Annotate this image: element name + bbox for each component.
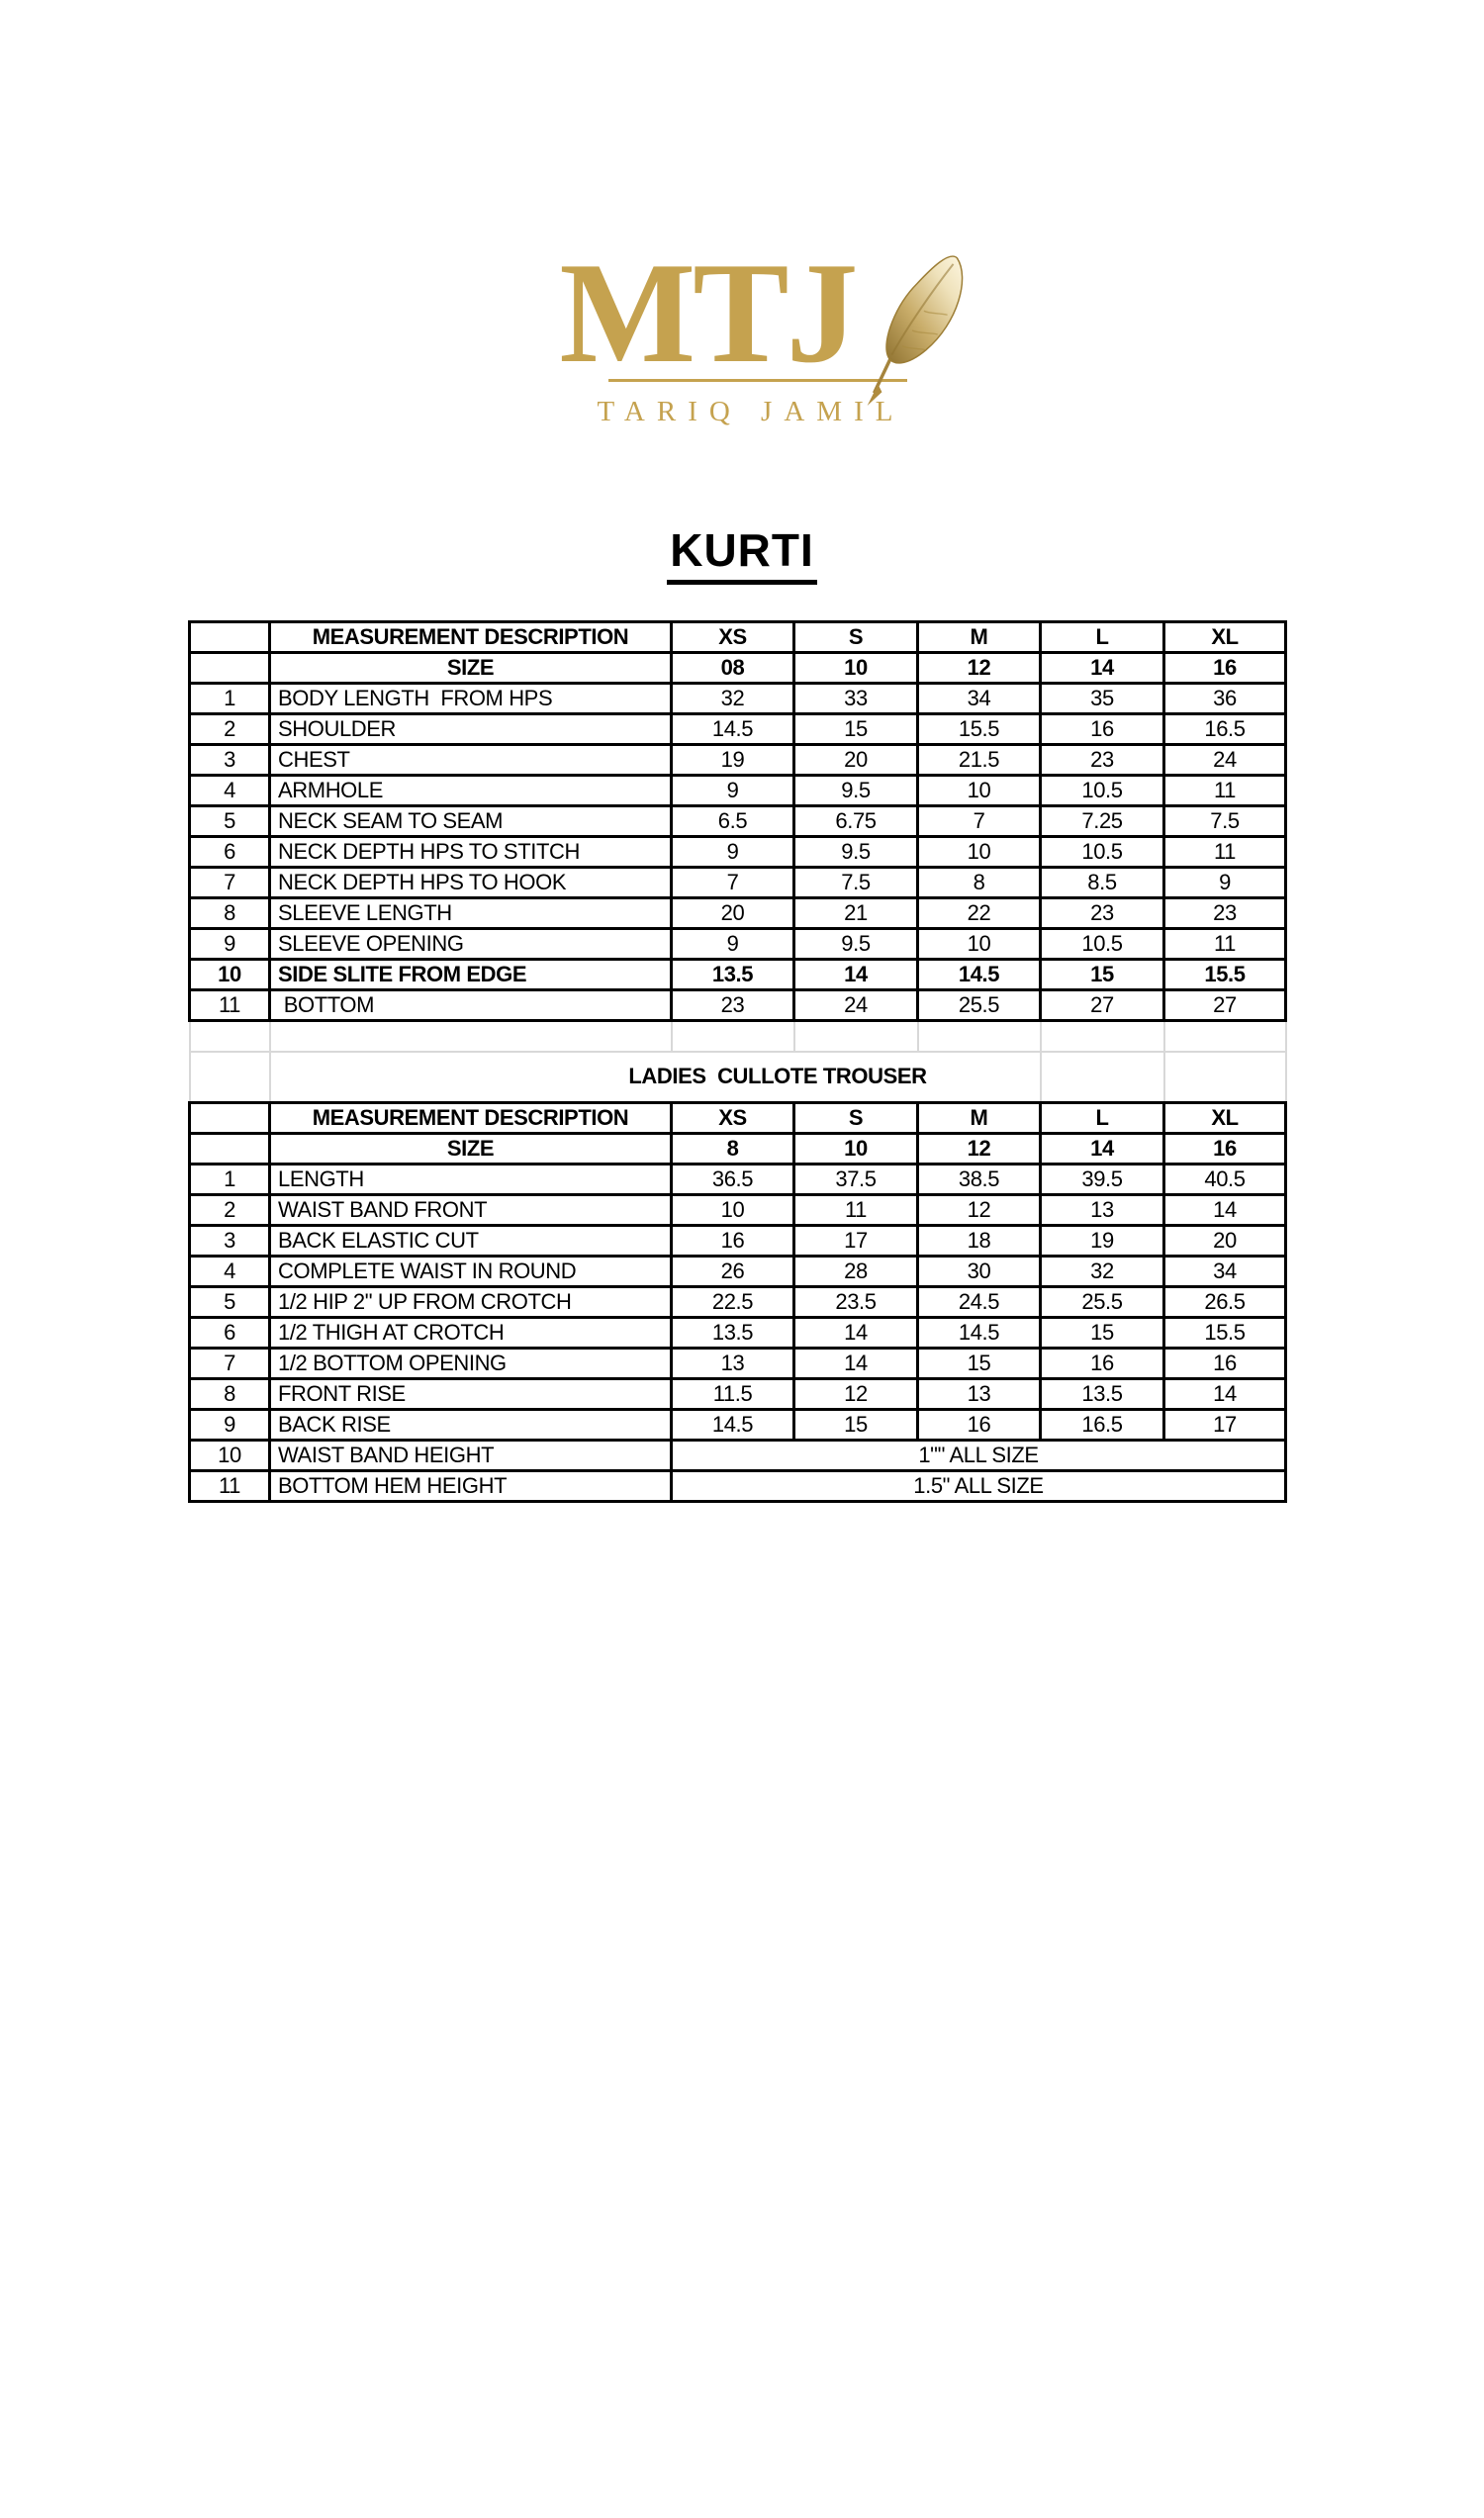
- size-value-cell: 38.5: [918, 1165, 1041, 1195]
- size-value-cell: 13.5: [672, 1318, 794, 1349]
- all-size-value-cell: 1"" ALL SIZE: [672, 1441, 1286, 1471]
- spacer-cell: [918, 1021, 1041, 1052]
- size-value-cell: 28: [794, 1257, 918, 1287]
- size-number-header: 14: [1041, 1134, 1164, 1165]
- size-value-cell: 9: [1164, 868, 1286, 898]
- size-value-cell: 32: [1041, 1257, 1164, 1287]
- size-number-header: 14: [1041, 653, 1164, 684]
- size-value-cell: 9: [672, 929, 794, 960]
- spacer-cell: [1164, 1021, 1286, 1052]
- size-value-cell: 10.5: [1041, 776, 1164, 806]
- size-value-cell: 26: [672, 1257, 794, 1287]
- size-value-cell: 16: [1164, 1349, 1286, 1379]
- size-value-cell: 14.5: [672, 714, 794, 745]
- row-number-cell: 5: [190, 1287, 270, 1318]
- size-letter-header: L: [1041, 622, 1164, 653]
- size-number-header: 12: [918, 653, 1041, 684]
- row-number-cell: 8: [190, 1379, 270, 1410]
- size-letter-header: XL: [1164, 622, 1286, 653]
- size-value-cell: 23: [1041, 745, 1164, 776]
- size-number-header: 8: [672, 1134, 794, 1165]
- size-value-cell: 8.5: [1041, 868, 1164, 898]
- table-row: [190, 1052, 1286, 1103]
- page-title-text: KURTI: [667, 523, 817, 585]
- size-value-cell: 17: [794, 1226, 918, 1257]
- size-value-cell: 12: [794, 1379, 918, 1410]
- size-value-cell: 11: [794, 1195, 918, 1226]
- brand-logo: [514, 233, 970, 428]
- row-number-cell: 11: [190, 1471, 270, 1502]
- description-cell: NECK SEAM TO SEAM: [270, 806, 672, 837]
- size-value-cell: 7.5: [794, 868, 918, 898]
- size-value-cell: 15: [1041, 960, 1164, 990]
- row-number-cell: 2: [190, 714, 270, 745]
- measurement-description-header: MEASUREMENT DESCRIPTION: [270, 622, 672, 653]
- corner-cell: [190, 1103, 270, 1134]
- table-row: [190, 1165, 1286, 1195]
- description-cell: COMPLETE WAIST IN ROUND: [270, 1257, 672, 1287]
- size-letter-header: L: [1041, 1103, 1164, 1134]
- size-value-cell: 24: [794, 990, 918, 1021]
- description-cell: CHEST: [270, 745, 672, 776]
- all-size-value-cell: 1.5" ALL SIZE: [672, 1471, 1286, 1502]
- size-value-cell: 13: [672, 1349, 794, 1379]
- brand-wordmark: MTJ: [559, 233, 856, 393]
- description-cell: LENGTH: [270, 1165, 672, 1195]
- corner-cell: [190, 1134, 270, 1165]
- row-number-cell: 7: [190, 1349, 270, 1379]
- description-cell: NECK DEPTH HPS TO HOOK: [270, 868, 672, 898]
- size-value-cell: 11: [1164, 837, 1286, 868]
- description-cell: SLEEVE LENGTH: [270, 898, 672, 929]
- row-number-cell: 4: [190, 1257, 270, 1287]
- quill-feather-icon: [863, 252, 972, 409]
- table-row: [190, 622, 1286, 653]
- size-value-cell: 16.5: [1041, 1410, 1164, 1441]
- size-value-cell: 39.5: [1041, 1165, 1164, 1195]
- table-row: [190, 1349, 1286, 1379]
- size-value-cell: 16: [672, 1226, 794, 1257]
- row-number-cell: 10: [190, 960, 270, 990]
- size-value-cell: 33: [794, 684, 918, 714]
- size-value-cell: 13.5: [1041, 1379, 1164, 1410]
- description-cell: SIDE SLITE FROM EDGE: [270, 960, 672, 990]
- size-value-cell: 6.75: [794, 806, 918, 837]
- row-number-cell: 9: [190, 1410, 270, 1441]
- spacer-cell: [672, 1021, 794, 1052]
- size-letter-header: XS: [672, 1103, 794, 1134]
- description-cell: NECK DEPTH HPS TO STITCH: [270, 837, 672, 868]
- size-value-cell: 25.5: [918, 990, 1041, 1021]
- size-value-cell: 15: [918, 1349, 1041, 1379]
- description-cell: SHOULDER: [270, 714, 672, 745]
- size-value-cell: 15.5: [918, 714, 1041, 745]
- description-cell: 1/2 THIGH AT CROTCH: [270, 1318, 672, 1349]
- size-number-header: 16: [1164, 1134, 1286, 1165]
- size-value-cell: 9.5: [794, 837, 918, 868]
- size-number-header: 08: [672, 653, 794, 684]
- size-value-cell: 14.5: [672, 1410, 794, 1441]
- table-row: [190, 745, 1286, 776]
- corner-cell: [190, 622, 270, 653]
- row-number-cell: 1: [190, 1165, 270, 1195]
- description-cell: BACK ELASTIC CUT: [270, 1226, 672, 1257]
- size-value-cell: 25.5: [1041, 1287, 1164, 1318]
- table-row: [190, 1471, 1286, 1502]
- row-number-cell: 7: [190, 868, 270, 898]
- size-value-cell: 34: [918, 684, 1041, 714]
- size-row-label: SIZE: [270, 1134, 672, 1165]
- size-value-cell: 14: [794, 1318, 918, 1349]
- description-cell: 1/2 HIP 2" UP FROM CROTCH: [270, 1287, 672, 1318]
- size-value-cell: 17: [1164, 1410, 1286, 1441]
- row-number-cell: 6: [190, 1318, 270, 1349]
- size-value-cell: 13: [918, 1379, 1041, 1410]
- size-value-cell: 23: [1164, 898, 1286, 929]
- size-value-cell: 36.5: [672, 1165, 794, 1195]
- size-value-cell: 21.5: [918, 745, 1041, 776]
- size-letter-header: XL: [1164, 1103, 1286, 1134]
- size-value-cell: 14.5: [918, 960, 1041, 990]
- size-value-cell: 9: [672, 776, 794, 806]
- size-value-cell: 23: [1041, 898, 1164, 929]
- size-value-cell: 16: [1041, 714, 1164, 745]
- size-value-cell: 6.5: [672, 806, 794, 837]
- description-cell: BOTTOM HEM HEIGHT: [270, 1471, 672, 1502]
- size-value-cell: 15.5: [1164, 1318, 1286, 1349]
- size-value-cell: 14: [794, 960, 918, 990]
- table-row: [190, 1287, 1286, 1318]
- table-row: [190, 1257, 1286, 1287]
- size-value-cell: 10: [672, 1195, 794, 1226]
- size-value-cell: 30: [918, 1257, 1041, 1287]
- size-value-cell: 11.5: [672, 1379, 794, 1410]
- size-value-cell: 34: [1164, 1257, 1286, 1287]
- row-number-cell: 6: [190, 837, 270, 868]
- table-row: [190, 868, 1286, 898]
- description-cell: ARMHOLE: [270, 776, 672, 806]
- size-value-cell: 36: [1164, 684, 1286, 714]
- size-value-cell: 24: [1164, 745, 1286, 776]
- size-value-cell: 19: [1041, 1226, 1164, 1257]
- size-letter-header: S: [794, 622, 918, 653]
- corner-cell: [190, 653, 270, 684]
- table-row: [190, 1318, 1286, 1349]
- size-value-cell: 15: [794, 714, 918, 745]
- table-row: [190, 1379, 1286, 1410]
- size-value-cell: 9: [672, 837, 794, 868]
- trouser-table-title: LADIES CULLOTE TROUSER: [270, 1052, 1286, 1103]
- size-value-cell: 10.5: [1041, 837, 1164, 868]
- size-value-cell: 7.25: [1041, 806, 1164, 837]
- row-number-cell: 2: [190, 1195, 270, 1226]
- description-cell: WAIST BAND FRONT: [270, 1195, 672, 1226]
- description-cell: WAIST BAND HEIGHT: [270, 1441, 672, 1471]
- size-value-cell: 10.5: [1041, 929, 1164, 960]
- table-row: [190, 1441, 1286, 1471]
- size-value-cell: 20: [794, 745, 918, 776]
- table-row: [190, 806, 1286, 837]
- description-cell: BODY LENGTH FROM HPS: [270, 684, 672, 714]
- size-value-cell: 35: [1041, 684, 1164, 714]
- description-cell: BACK RISE: [270, 1410, 672, 1441]
- measurement-description-header: MEASUREMENT DESCRIPTION: [270, 1103, 672, 1134]
- size-value-cell: 9.5: [794, 929, 918, 960]
- size-value-cell: 7: [918, 806, 1041, 837]
- table-row: [190, 653, 1286, 684]
- table-row: [190, 1103, 1286, 1134]
- size-value-cell: 10: [918, 929, 1041, 960]
- size-value-cell: 23: [672, 990, 794, 1021]
- table-row: [190, 960, 1286, 990]
- row-number-cell: 3: [190, 1226, 270, 1257]
- size-letter-header: M: [918, 622, 1041, 653]
- size-value-cell: 15: [1041, 1318, 1164, 1349]
- spacer-cell: [1041, 1021, 1164, 1052]
- spacer-cell: [794, 1021, 918, 1052]
- size-value-cell: 15.5: [1164, 960, 1286, 990]
- brand-subtitle: TARIQ JAMIL: [597, 396, 905, 428]
- row-number-cell: 10: [190, 1441, 270, 1471]
- page-title: [0, 523, 1484, 585]
- size-value-cell: 12: [918, 1195, 1041, 1226]
- size-value-cell: 18: [918, 1226, 1041, 1257]
- table-row: [190, 837, 1286, 868]
- size-value-cell: 22: [918, 898, 1041, 929]
- table-row: [190, 776, 1286, 806]
- description-cell: SLEEVE OPENING: [270, 929, 672, 960]
- size-value-cell: 20: [1164, 1226, 1286, 1257]
- size-value-cell: 14: [1164, 1195, 1286, 1226]
- size-value-cell: 15: [794, 1410, 918, 1441]
- table-row: [190, 1021, 1286, 1052]
- size-value-cell: 26.5: [1164, 1287, 1286, 1318]
- description-cell: 1/2 BOTTOM OPENING: [270, 1349, 672, 1379]
- row-number-cell: 1: [190, 684, 270, 714]
- table-row: [190, 1134, 1286, 1165]
- row-number-cell: 4: [190, 776, 270, 806]
- size-letter-header: XS: [672, 622, 794, 653]
- size-letter-header: M: [918, 1103, 1041, 1134]
- size-value-cell: 14: [794, 1349, 918, 1379]
- size-number-header: 10: [794, 653, 918, 684]
- size-chart-page: [0, 233, 1484, 1503]
- size-value-cell: 37.5: [794, 1165, 918, 1195]
- size-value-cell: 27: [1164, 990, 1286, 1021]
- size-value-cell: 10: [918, 776, 1041, 806]
- size-row-label: SIZE: [270, 653, 672, 684]
- description-cell: FRONT RISE: [270, 1379, 672, 1410]
- size-chart-table: [188, 620, 1287, 1503]
- size-value-cell: 9.5: [794, 776, 918, 806]
- size-value-cell: 7.5: [1164, 806, 1286, 837]
- table-row: [190, 898, 1286, 929]
- size-value-cell: 13.5: [672, 960, 794, 990]
- table-row: [190, 684, 1286, 714]
- size-value-cell: 27: [1041, 990, 1164, 1021]
- table-row: [190, 929, 1286, 960]
- size-value-cell: 11: [1164, 929, 1286, 960]
- size-value-cell: 11: [1164, 776, 1286, 806]
- spacer-cell: [270, 1021, 672, 1052]
- size-value-cell: 14.5: [918, 1318, 1041, 1349]
- table-row: [190, 1226, 1286, 1257]
- size-value-cell: 13: [1041, 1195, 1164, 1226]
- table-row: [190, 990, 1286, 1021]
- description-cell: BOTTOM: [270, 990, 672, 1021]
- size-value-cell: 20: [672, 898, 794, 929]
- size-value-cell: 16.5: [1164, 714, 1286, 745]
- table-row: [190, 1410, 1286, 1441]
- size-number-header: 16: [1164, 653, 1286, 684]
- spacer-cell: [190, 1021, 270, 1052]
- size-value-cell: 22.5: [672, 1287, 794, 1318]
- row-number-cell: 11: [190, 990, 270, 1021]
- row-number-cell: 8: [190, 898, 270, 929]
- table-row: [190, 714, 1286, 745]
- size-value-cell: 10: [918, 837, 1041, 868]
- size-value-cell: 21: [794, 898, 918, 929]
- spacer-cell: [190, 1052, 270, 1103]
- size-value-cell: 32: [672, 684, 794, 714]
- row-number-cell: 3: [190, 745, 270, 776]
- row-number-cell: 5: [190, 806, 270, 837]
- size-number-header: 10: [794, 1134, 918, 1165]
- size-value-cell: 16: [918, 1410, 1041, 1441]
- size-letter-header: S: [794, 1103, 918, 1134]
- size-number-header: 12: [918, 1134, 1041, 1165]
- size-value-cell: 24.5: [918, 1287, 1041, 1318]
- size-value-cell: 8: [918, 868, 1041, 898]
- size-value-cell: 7: [672, 868, 794, 898]
- size-value-cell: 19: [672, 745, 794, 776]
- size-value-cell: 16: [1041, 1349, 1164, 1379]
- size-chart-body: [190, 622, 1286, 1502]
- row-number-cell: 9: [190, 929, 270, 960]
- size-value-cell: 14: [1164, 1379, 1286, 1410]
- table-row: [190, 1195, 1286, 1226]
- size-value-cell: 40.5: [1164, 1165, 1286, 1195]
- size-value-cell: 23.5: [794, 1287, 918, 1318]
